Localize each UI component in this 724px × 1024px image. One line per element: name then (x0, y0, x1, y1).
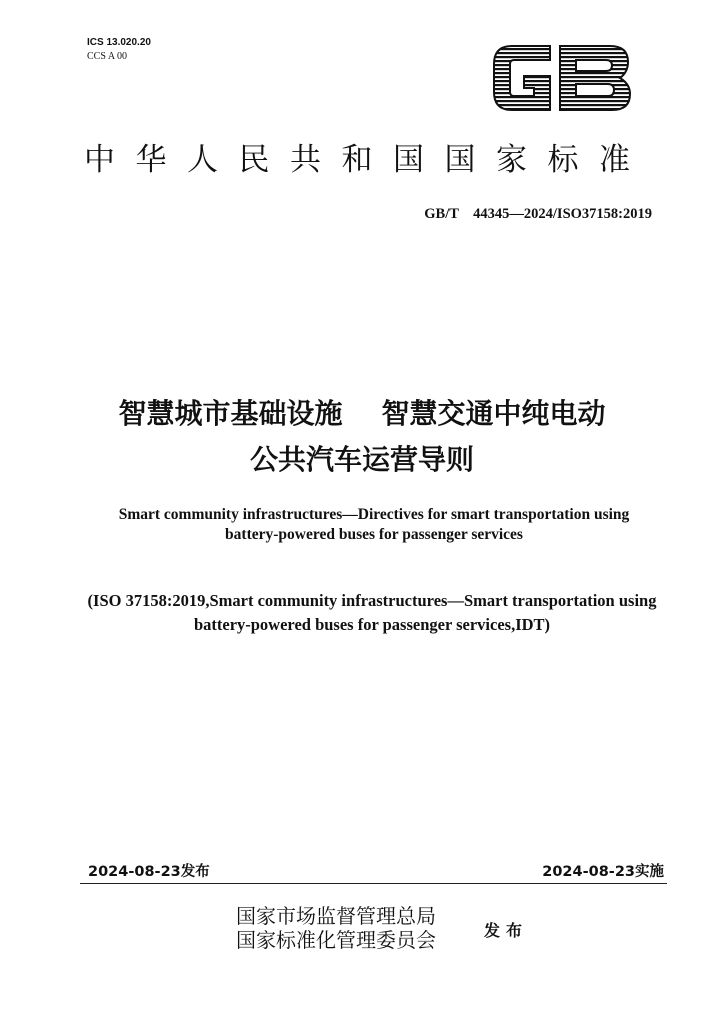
issuer-sac: 国家标准化管理委员会 (236, 928, 436, 952)
standard-number: GB/T 44345—2024/ISO37158:2019 (424, 206, 652, 222)
country-standard-title: 中华人民共和国国家标准 (84, 142, 651, 178)
iso-reference-line-2: battery-powered buses for passenger services,IDT) (193, 615, 551, 634)
english-title-line-2: battery-powered buses for passenger services (225, 526, 523, 543)
implementation-date: 2024-08-23实施 (542, 864, 664, 880)
date-divider (80, 883, 667, 884)
english-title-line-1: Smart community infrastructures—Directives for smart transportation using (118, 506, 630, 523)
ccs-code: CCS A 00 (87, 51, 128, 62)
publish-label: 发布 (484, 921, 529, 940)
gb-logo (488, 40, 636, 116)
ics-code: ICS 13.020.20 (87, 37, 151, 48)
iso-reference-line-1: (ISO 37158:2019,Smart community infrastructures—Smart transportation using (87, 591, 657, 610)
issue-date: 2024-08-23发布 (88, 864, 210, 880)
chinese-title-line-1: 智慧城市基础设施 智慧交通中纯电动 (118, 397, 606, 430)
chinese-title-line-2: 公共汽车运营导则 (249, 443, 474, 476)
issuer-samr: 国家市场监督管理总局 (236, 904, 436, 928)
